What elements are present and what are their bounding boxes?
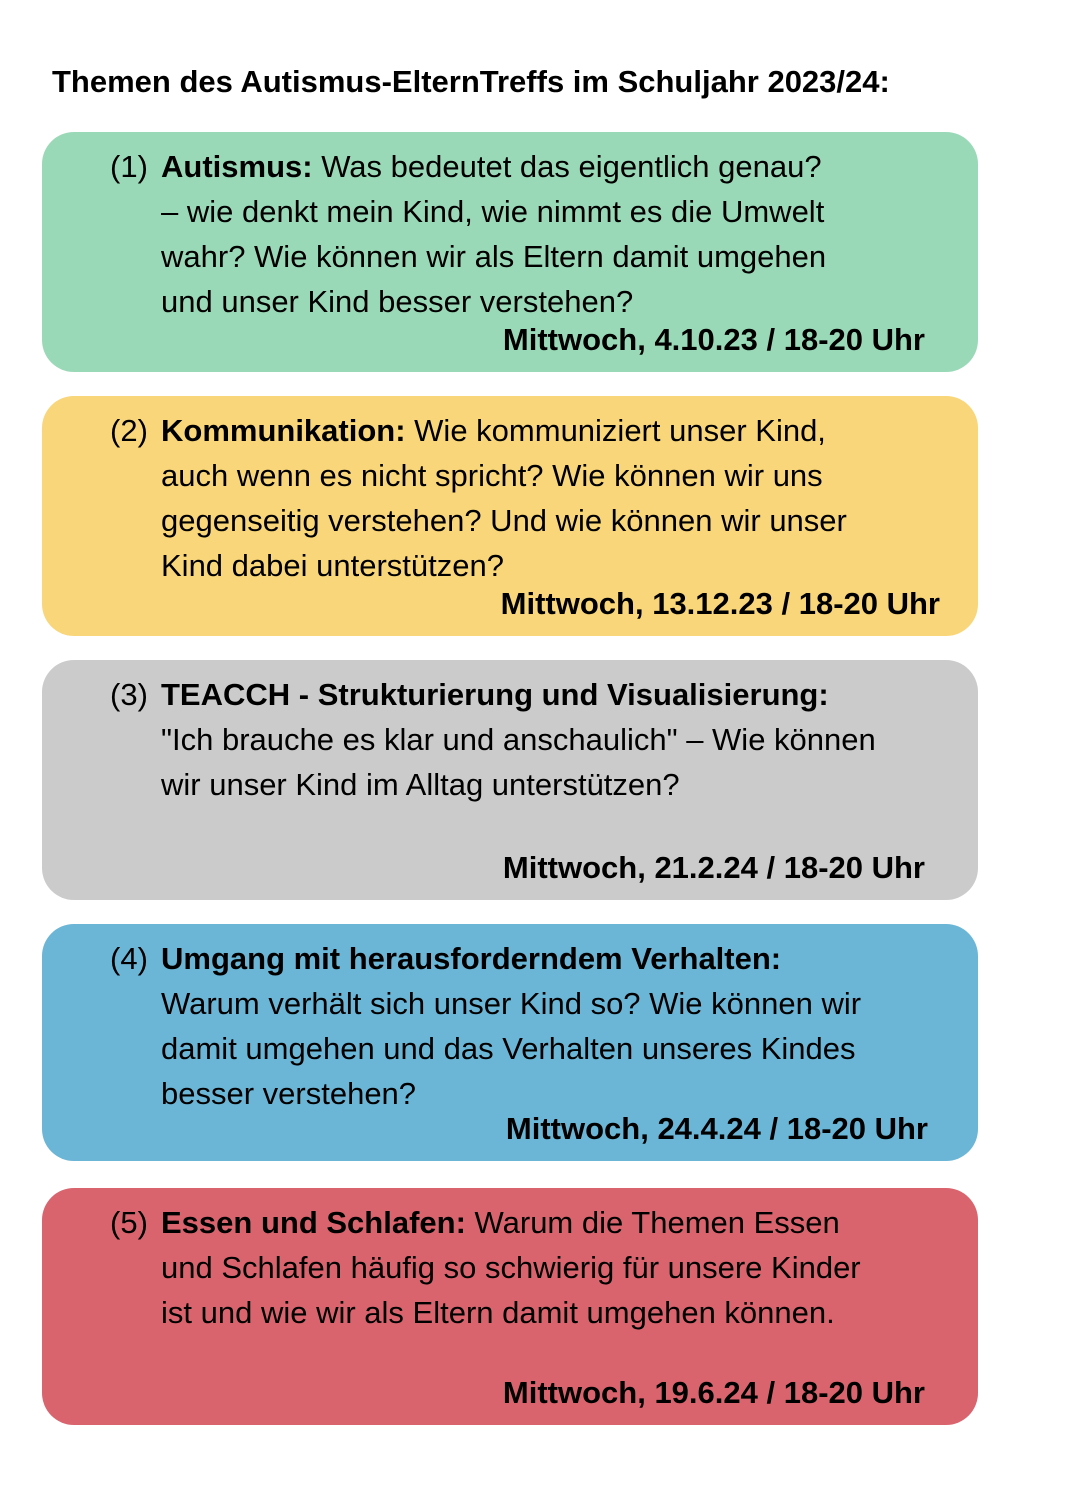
topic-text [161,1200,961,1335]
topic-number: (1) [110,149,148,184]
topic-first-line-rest: Wie kommuniziert unser Kind, [405,413,826,448]
topic-card-2 [42,396,978,636]
topic-heading: Essen und Schlafen: [161,1205,466,1240]
topic-number: (2) [110,413,148,448]
topic-first-line [161,144,961,189]
topic-date: Mittwoch, 4.10.23 / 18-20 Uhr [502,322,925,357]
topic-date: Mittwoch, 13.12.23 / 18-20 Uhr [500,586,940,621]
topic-line: wir unser Kind im Alltag unterstützen? [161,767,680,802]
topic-line: Warum verhält sich unser Kind so? Wie können wir [161,986,862,1021]
topic-date: Mittwoch, 21.2.24 / 18-20 Uhr [502,850,925,885]
topic-heading: TEACCH - Strukturierung und Visualisierung: [161,677,829,712]
topic-number: (5) [110,1205,148,1240]
topic-line: auch wenn es nicht spricht? Wie können wir uns [161,458,823,493]
topic-line: besser verstehen? [161,1076,417,1111]
topic-date: Mittwoch, 24.4.24 / 18-20 Uhr [505,1111,928,1146]
topic-first-line [161,1200,961,1245]
topic-line: und Schlafen häufig so schwierig für unsere Kinder [161,1250,861,1285]
topic-number: (3) [110,677,148,712]
topic-heading: Kommunikation: [161,413,406,448]
topic-line: gegenseitig verstehen? Und wie können wir unser [161,503,847,538]
topic-first-line [161,408,961,453]
page-title: Themen des Autismus-ElternTreffs im Schuljahr 2023/24: [52,64,890,99]
topic-line: Kind dabei unterstützen? [161,548,504,583]
topic-text [161,144,961,324]
topic-line: "Ich brauche es klar und anschaulich" – Wie können [161,722,876,757]
topic-card-5 [42,1188,978,1425]
topic-first-line [161,936,961,981]
topic-heading: Umgang mit herausforderndem Verhalten: [161,941,782,976]
topic-first-line [161,672,961,717]
topic-heading: Autismus: [161,149,313,184]
topic-text [161,672,961,807]
topic-line: wahr? Wie können wir als Eltern damit umgehen [161,239,827,274]
topic-text [161,936,961,1116]
topic-first-line-rest: Warum die Themen Essen [465,1205,840,1240]
topic-text [161,408,961,588]
topic-card-3 [42,660,978,900]
topic-first-line-rest: Was bedeutet das eigentlich genau? [312,149,822,184]
topic-line: – wie denkt mein Kind, wie nimmt es die Umwelt [161,194,825,229]
topic-line: ist und wie wir als Eltern damit umgehen können. [161,1295,835,1330]
topic-date: Mittwoch, 19.6.24 / 18-20 Uhr [502,1375,925,1410]
topic-card-4 [42,924,978,1161]
topic-line: damit umgehen und das Verhalten unseres Kindes [161,1031,856,1066]
topic-card-1 [42,132,978,372]
topic-number: (4) [110,941,148,976]
topic-line: und unser Kind besser verstehen? [161,284,634,319]
